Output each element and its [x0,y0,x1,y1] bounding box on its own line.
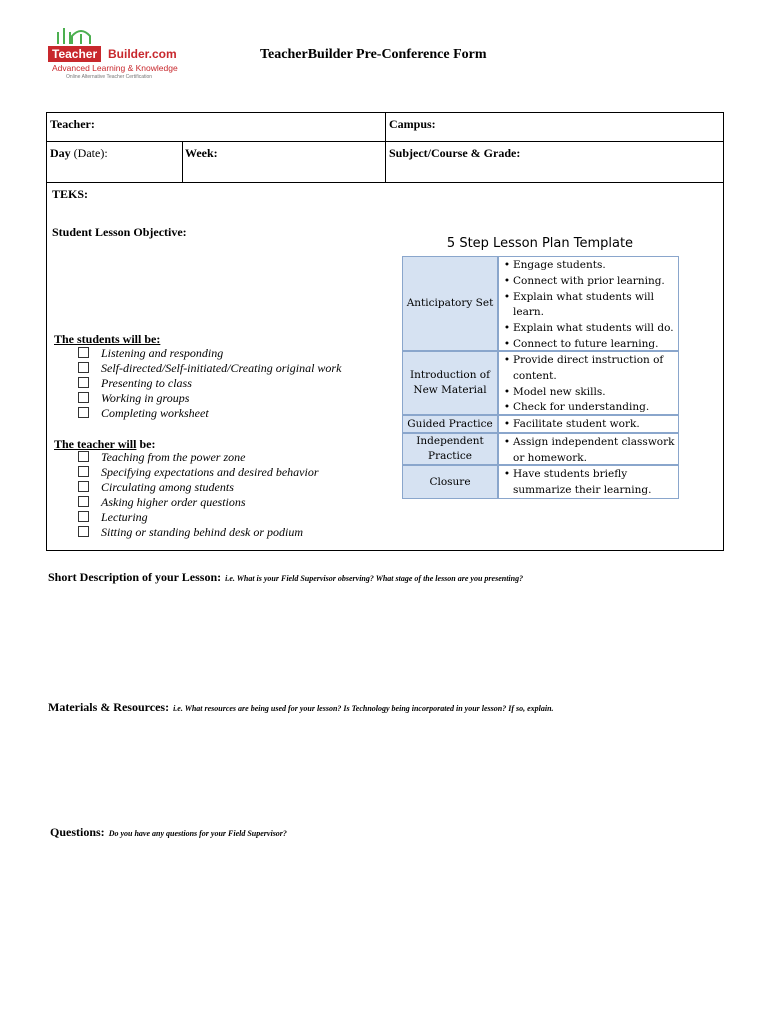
teacher-option[interactable]: Lecturing [78,510,319,525]
header-table [46,112,724,183]
short-description-label: Short Description of your Lesson: [48,570,222,584]
questions-note: Do you have any questions for your Field Supervisor? [108,829,287,838]
materials-label: Materials & Resources: [48,700,170,714]
form-title: TeacherBuilder Pre-Conference Form [260,47,487,62]
step-points: • Provide direct instruction of content. • Model new skills. • Check for understanding. [498,351,679,415]
checkbox-icon[interactable] [78,481,89,492]
lesson-plan-title: 5 Step Lesson Plan Template [446,236,634,251]
checkbox-icon[interactable] [78,377,89,388]
checkbox-icon[interactable] [78,392,89,403]
step-independent-practice: Independent Practice [402,433,498,465]
students-will-be-label: The students will be: [54,332,161,346]
teacher-checklist [78,450,319,540]
lesson-plan-table [402,256,679,499]
teacher-field-label[interactable]: Teacher: [50,117,95,131]
building-arch-icon [54,26,94,46]
questions-section[interactable] [50,823,287,841]
checkbox-icon[interactable] [78,511,89,522]
objective-label[interactable]: Student Lesson Objective: [52,225,187,239]
short-description-note: i.e. What is your Field Supervisor observing? What stage of the lesson are you presenting? [225,574,524,583]
step-closure: Closure [402,465,498,499]
checkbox-icon[interactable] [78,347,89,358]
teks-label[interactable]: TEKS: [52,187,89,201]
step-points: • Assign independent classwork or homework. [498,433,679,465]
student-option[interactable]: Working in groups [78,391,341,406]
step-points: • Facilitate student work. [498,415,679,433]
checkbox-icon[interactable] [78,526,89,537]
checkbox-icon[interactable] [78,451,89,462]
student-option[interactable]: Presenting to class [78,376,341,391]
logo-small-text: Online Alternative Teacher Certification [66,74,153,80]
step-points: • Engage students. • Connect with prior learning. • Explain what students will learn. • Explain what students will do. • Connect to future learning. [498,256,679,351]
teacher-option[interactable]: Specifying expectations and desired behavior [78,465,319,480]
checkbox-icon[interactable] [78,362,89,373]
step-anticipatory-set: Anticipatory Set [402,256,498,351]
step-introduction: Introduction of New Material [402,351,498,415]
student-option[interactable]: Completing worksheet [78,406,341,421]
teacher-option[interactable]: Teaching from the power zone [78,450,319,465]
week-field-label[interactable]: Week: [185,146,218,160]
short-description-section[interactable] [48,568,523,586]
logo-brand: Builder.com [108,47,177,61]
student-option[interactable]: Self-directed/Self-initiated/Creating original work [78,361,341,376]
checkbox-icon[interactable] [78,407,89,418]
materials-note: i.e. What resources are being used for your lesson? Is Technology being incorporated in your lesson? If so, explain. [173,704,554,713]
logo-badge: Teacher [48,46,101,62]
logo-tagline: Advanced Learning & Knowledge [52,63,178,73]
teacher-option[interactable]: Circulating among students [78,480,319,495]
subject-field-label[interactable]: Subject/Course & Grade: [389,146,521,160]
teacherbuilder-logo [48,26,198,82]
checkbox-icon[interactable] [78,466,89,477]
teacher-will-be-label: The teacher will be: [54,437,156,451]
step-guided-practice: Guided Practice [402,415,498,433]
teacher-option[interactable]: Sitting or standing behind desk or podium [78,525,319,540]
day-field-label[interactable]: Day (Date): [50,146,108,160]
campus-field-label[interactable]: Campus: [389,117,436,131]
teacher-option[interactable]: Asking higher order questions [78,495,319,510]
step-points: • Have students briefly summarize their learning. [498,465,679,499]
questions-label: Questions: [50,825,105,839]
students-checklist [78,346,341,421]
materials-section[interactable] [48,698,554,716]
student-option[interactable]: Listening and responding [78,346,341,361]
checkbox-icon[interactable] [78,496,89,507]
